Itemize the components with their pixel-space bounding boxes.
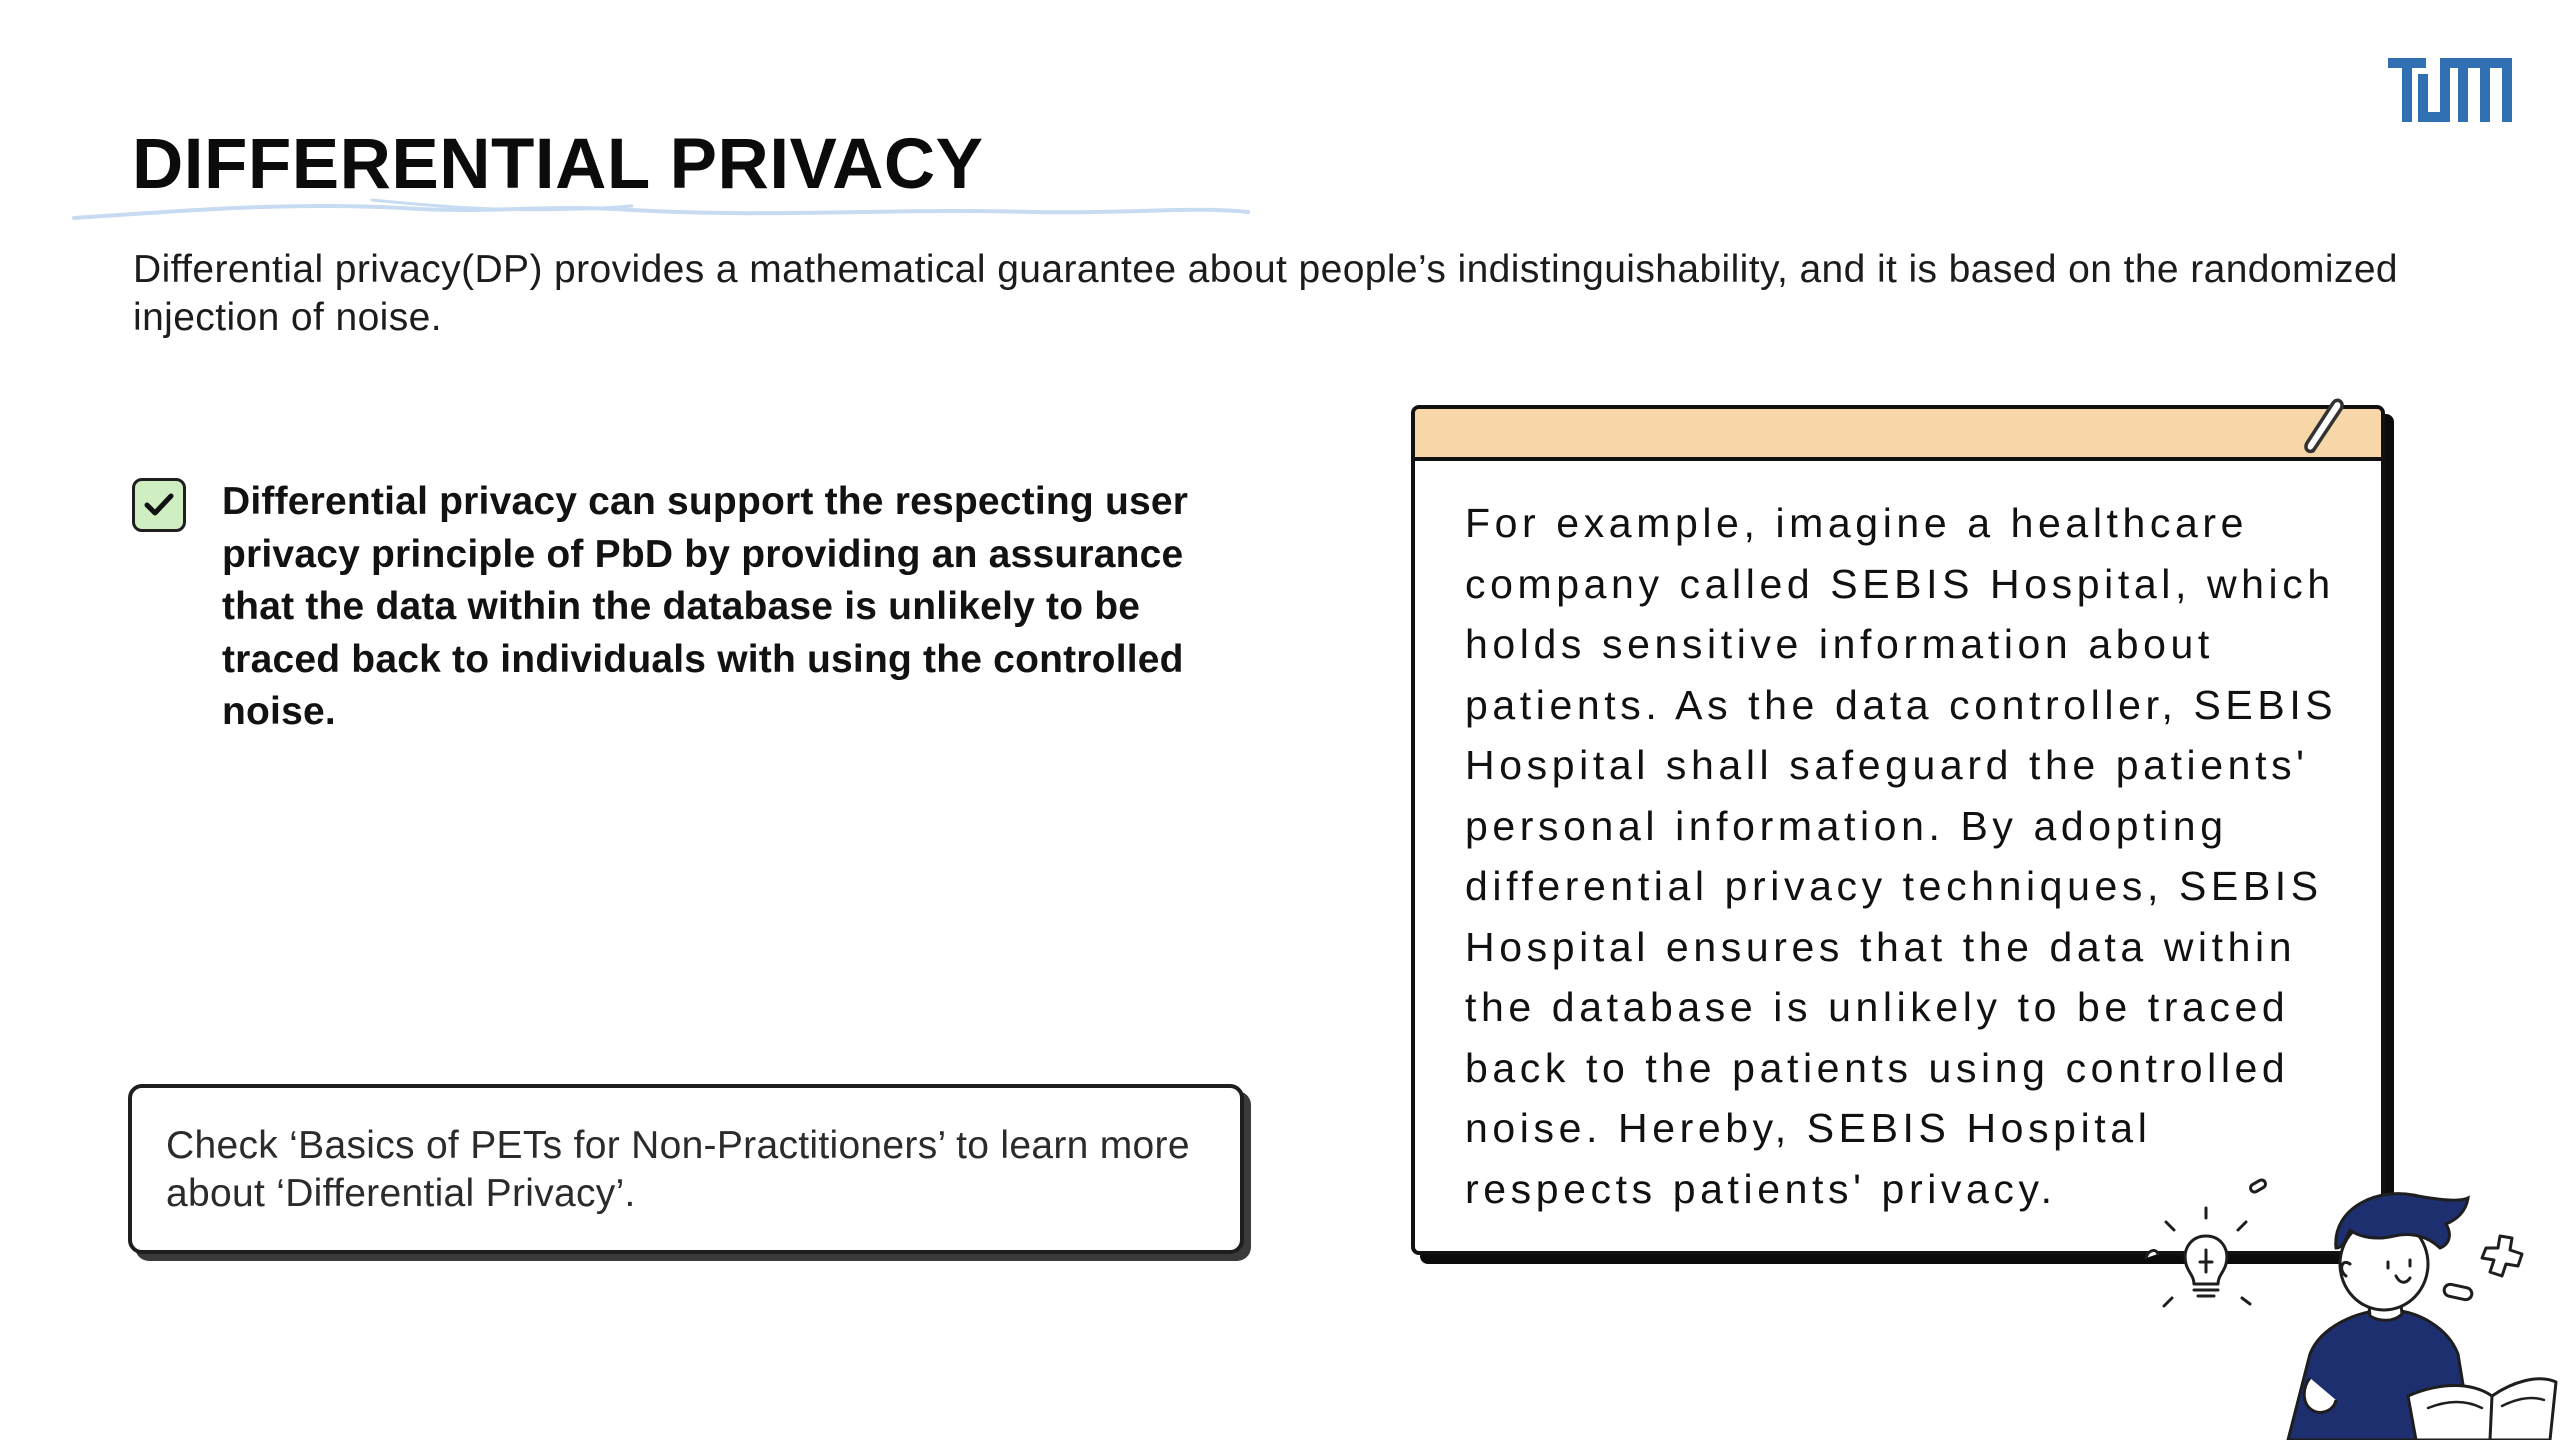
title-area xyxy=(72,118,1252,228)
reference-note-box xyxy=(128,1084,1244,1254)
tum-logo-icon xyxy=(2388,58,2512,122)
intro-paragraph: Differential privacy(DP) provides a mathematical guarantee about people’s indistinguishability, and it is based on the randomized injection of noise. xyxy=(133,248,2399,339)
bullet-text: Differential privacy can support the respecting user privacy principle of PbD by providing an assurance that the data within the database is unlikely to be traced back to individuals with using the controlled noise. xyxy=(222,480,1189,733)
checkbox-checked-icon xyxy=(132,478,186,532)
person-reading-idea-icon xyxy=(2088,1178,2560,1440)
example-card-header xyxy=(1415,409,2381,461)
example-card xyxy=(1411,405,2385,1255)
paperclip-icon xyxy=(2295,395,2355,459)
page-title: DIFFERENTIAL PRIVACY xyxy=(132,125,984,204)
reference-note-text: Check ‘Basics of PETs for Non-Practitioners’ to learn more about ‘Differential Privacy’. xyxy=(166,1124,1190,1215)
example-card-text: For example, imagine a healthcare company called SEBIS Hospital, which holds sensitive information about patients. As the data controller, SEBIS Hospital shall safeguard the patients' personal information. By adopting differential privacy techniques, SEBIS Hospital ensures that the data within the database is unlikely to be traced back to the patients using controlled noise. Hereby, SEBIS Hospital respects patients' privacy. xyxy=(1465,500,2338,1212)
